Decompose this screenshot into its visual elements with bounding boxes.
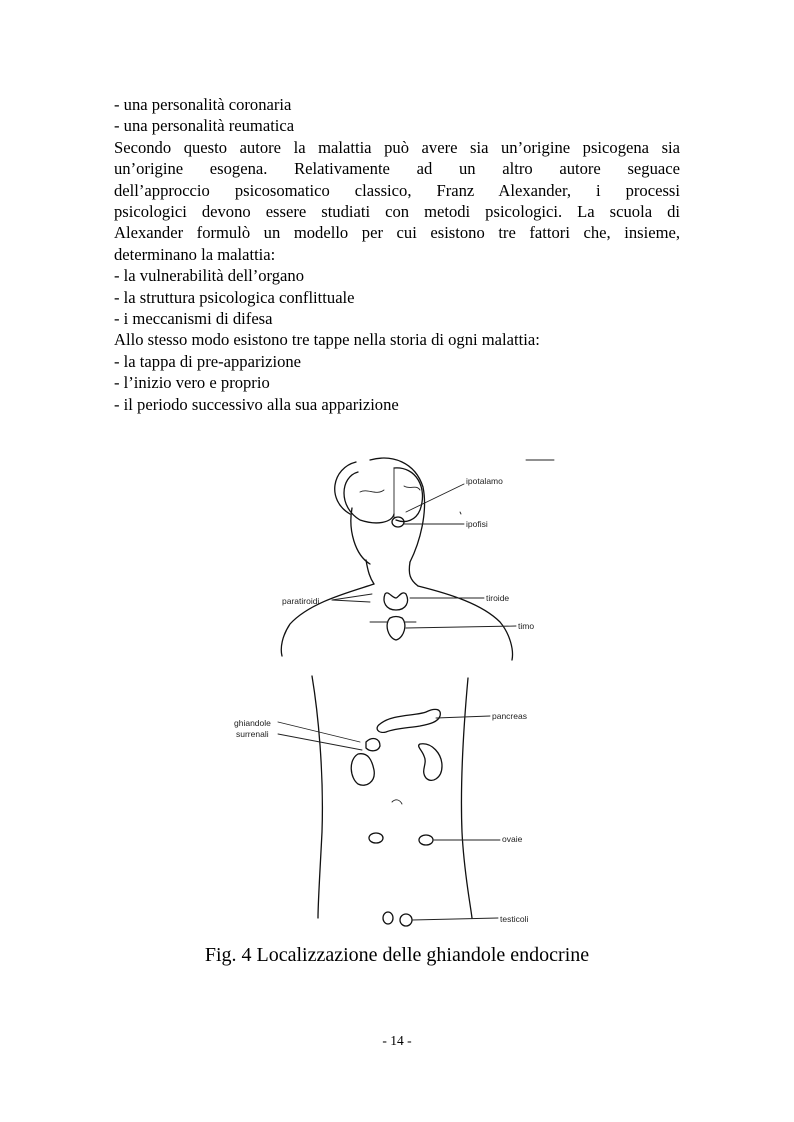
paragraph-line: Secondo questo autore la malattia può avere sia un’origine psicogena sia (114, 137, 680, 157)
label-paratiroidi: paratiroidi (282, 596, 320, 606)
list-item: - l’inizio vero e proprio (114, 373, 270, 393)
paragraph-line: psicologici devono essere studiati con metodi psicologici. La scuola di (114, 202, 680, 222)
body-text (114, 94, 680, 415)
paragraph-line: Allo stesso modo esistono tre tappe nella storia di ogni malattia: (114, 330, 540, 350)
label-ovaie: ovaie (502, 834, 523, 844)
paragraph-line: dell’approccio psicosomatico classico, Franz Alexander, i processi (114, 180, 680, 200)
label-pancreas: pancreas (492, 711, 527, 721)
endocrine-glands-figure (220, 452, 560, 932)
paragraph-line: Alexander formulò un modello per cui esistono tre fattori che, insieme, (114, 223, 680, 243)
list-item: - la tappa di pre-apparizione (114, 351, 302, 371)
label-ipofisi: ipofisi (466, 519, 488, 529)
label-ghiandole: ghiandole (234, 718, 271, 728)
label-tiroide: tiroide (486, 593, 510, 603)
list-item: - una personalità reumatica (114, 116, 295, 136)
list-item: - una personalità coronaria (114, 95, 292, 114)
label-timo: timo (518, 621, 535, 631)
paragraph-line: determinano la malattia: (114, 244, 276, 264)
paragraph-line: un’origine esogena. Relativamente ad un altro autore seguace (114, 159, 680, 179)
list-item: - i meccanismi di difesa (114, 309, 273, 329)
list-item: - la struttura psicologica conflittuale (114, 287, 355, 307)
list-item: - la vulnerabilità dell’organo (114, 266, 304, 286)
figure-caption: Fig. 4 Localizzazione delle ghiandole endocrine (204, 944, 590, 966)
label-ipotalamo: ipotalamo (466, 476, 503, 486)
body-outline-illustration (220, 452, 560, 932)
label-surrenali: surrenali (236, 729, 269, 739)
list-item: - il periodo successivo alla sua apparizione (114, 394, 399, 414)
page-number: - 14 - (382, 1033, 412, 1048)
label-testicoli: testicoli (500, 914, 529, 924)
